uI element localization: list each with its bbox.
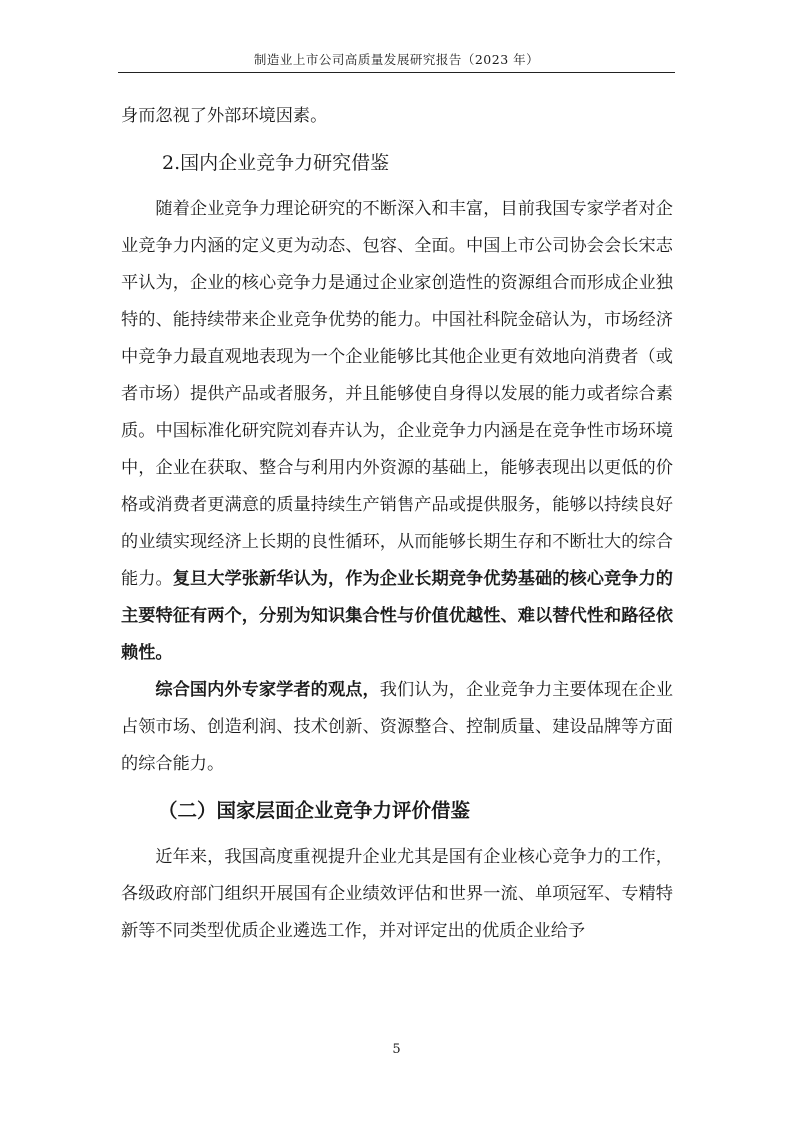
section-heading-domestic: 2.国内企业竞争力研究借鉴	[162, 152, 390, 174]
running-header: 制造业上市公司高质量发展研究报告（2023 年）	[253, 52, 540, 67]
page-number: 5	[392, 1042, 401, 1057]
paragraph-summary-bold-text: 综合国内外专家学者的观点，	[155, 680, 380, 700]
paragraph-national: 近年来，我国高度重视提升企业尤其是国有企业核心竞争力的工作，各级政府部门组织开展国有企业绩效评估和世界一流、单项冠军、专精特新等不同类型优质企业遴选工作，并对评定出的优质企业给予	[121, 847, 673, 941]
paragraph-summary-text: 我们认为，企业竞争力主要体现在企业占领市场、创造利润、技术创新、资源整合、控制质量、建设品牌等方面的综合能力。	[121, 680, 673, 774]
continued-paragraph: 身而忽视了外部环境因素。	[121, 106, 328, 126]
paragraph-domestic-bold-text: 复旦大学张新华认为，作为企业长期竞争优势基础的核心竞争力的主要特征有两个，分别为知识集合性与价值优越性、难以替代性和路径依赖性。	[121, 569, 673, 663]
paragraph-domestic-text: 随着企业竞争力理论研究的不断深入和丰富，目前我国专家学者对企业竞争力内涵的定义更为动态、包容、全面。中国上市公司协会会长宋志平认为，企业的核心竞争力是通过企业家创造性的资源组合而形成企业独特的、能持续带来企业竞争优势的能力。中国社科院金碚认为，市场经济中竞争力最直观地表现为一个企业能够比其他企业更有效地向消费者（或者市场）提供产品或者服务，并且能够使自身得以发展的能力或者综合素质。中国标准化研究院刘春卉认为，企业竞争力内涵是在竞争性市场环境中，企业在获取、整合与利用内外资源的基础上，能够表现出以更低的价格或消费者更满意的质量持续生产销售产品或提供服务，能够以持续良好的业绩实现经济上长期的良性循环，从而能够长期生存和不断壮大的综合能力。	[121, 199, 673, 589]
section-heading-national: （二）国家层面企业竞争力评价借鉴	[158, 799, 471, 822]
paragraph-domestic	[121, 191, 673, 672]
page-body	[121, 98, 673, 950]
paragraph-summary	[121, 672, 673, 783]
header-divider	[118, 72, 675, 73]
